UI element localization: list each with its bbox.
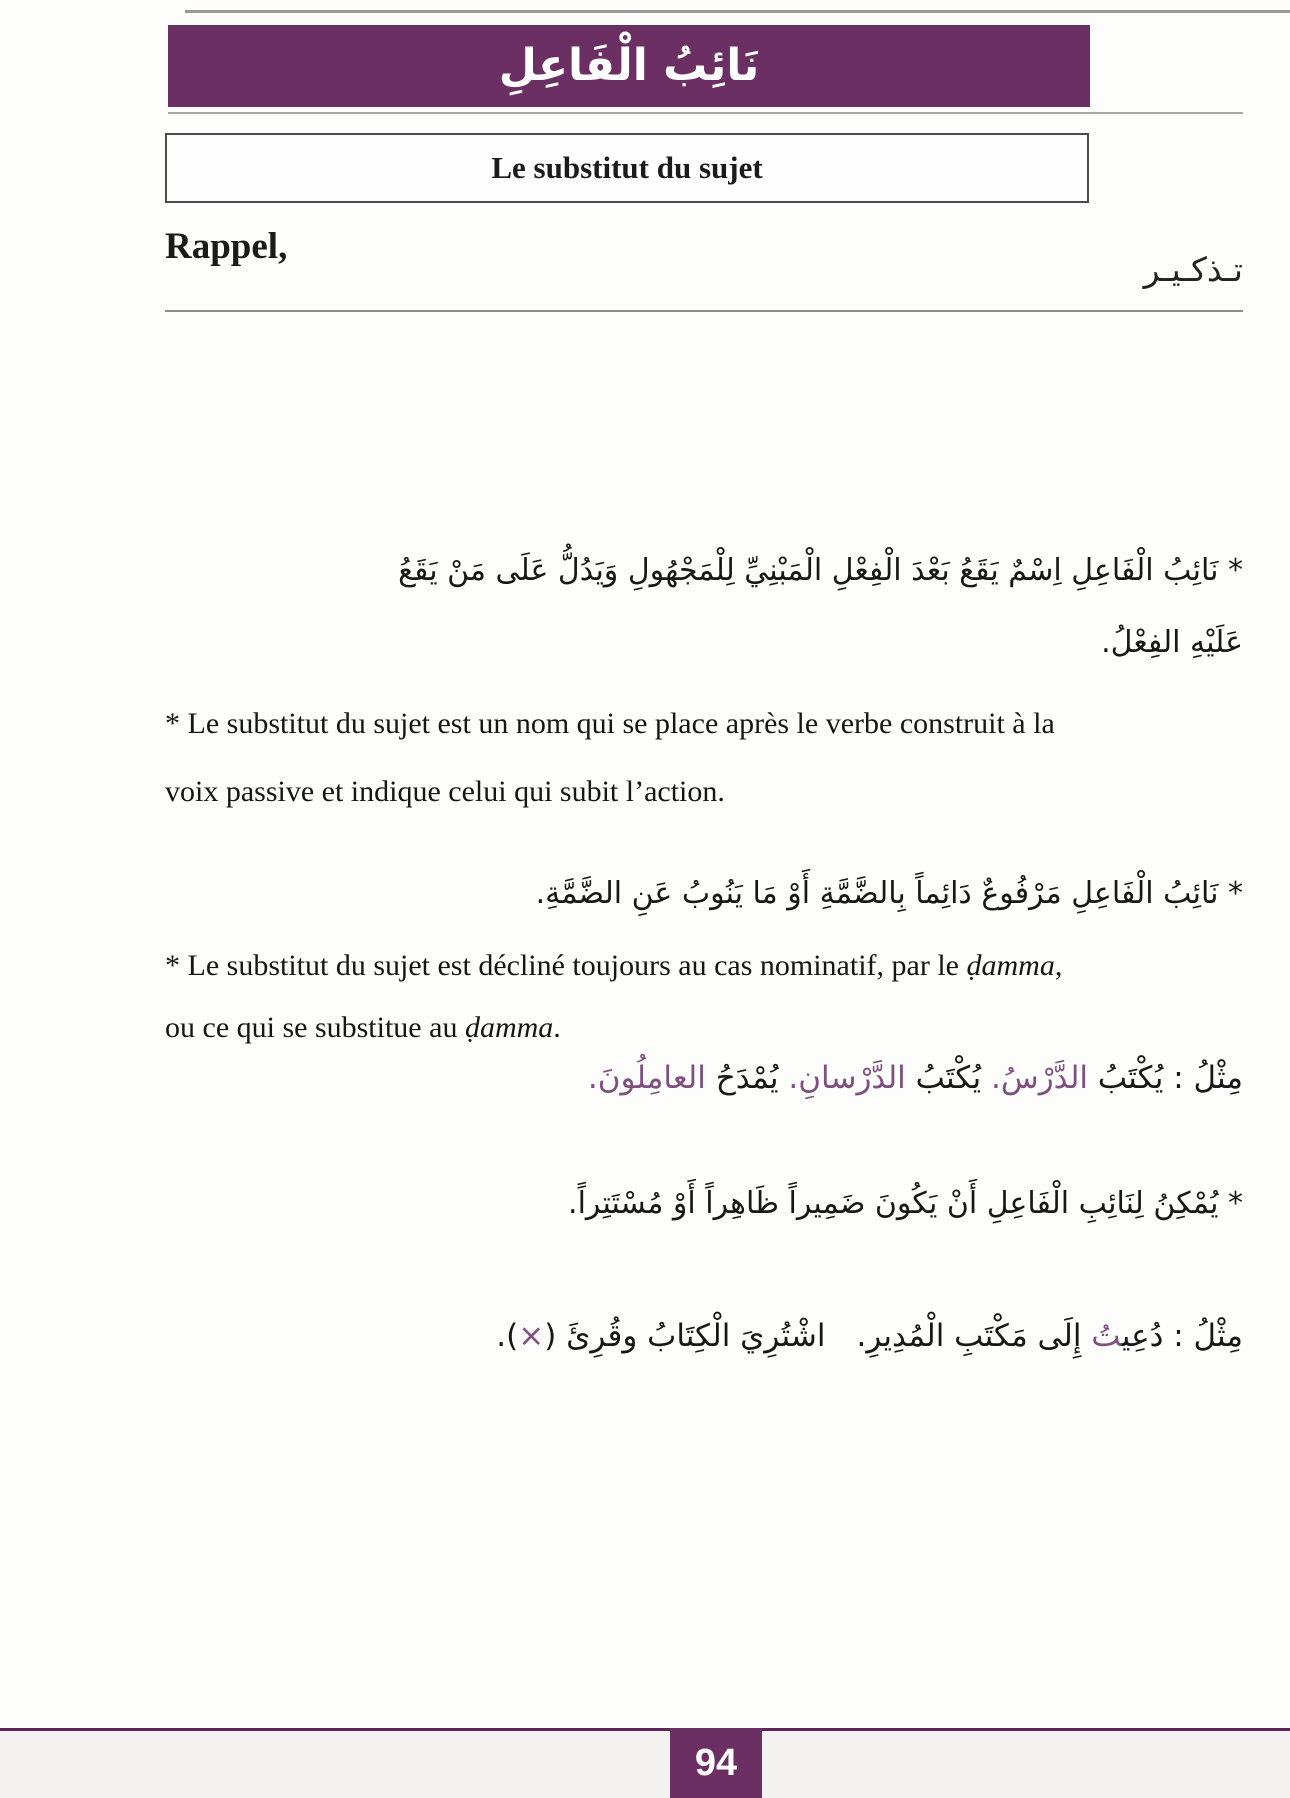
example1-noun-2: الدَّرْسانِ. [788, 1060, 906, 1096]
arabic-paragraph-3 [165, 1168, 1243, 1240]
example1-verb-3: يُمْدَحُ [705, 1060, 789, 1096]
example1-verb-2: يُكْتَبُ [905, 1060, 991, 1096]
footer-rule [0, 1728, 1290, 1731]
damma-term: ḍamma [464, 1011, 554, 1044]
rappel-label-french: Rappel, [165, 226, 288, 267]
example2-hidden-mark: × [518, 1318, 545, 1354]
chapter-header-bar [168, 25, 1090, 107]
arabic-paragraph-2-line: * نَائِبُ الْفَاعِلِ مَرْفُوعٌ دَائِماً بِالضَّمَّةِ أَوْ مَا يَنُوبُ عَنِ الضَّمَّةِ. [535, 876, 1243, 911]
arabic-paragraph-1-line-1: * نَائِبُ الْفَاعِلِ اِسْمٌ يَقَعُ بَعْدَ الْفِعْلِ الْمَبْنِيِّ لِلْمَجْهُولِ وَيَدُلُّ عَلَى مَنْ يَقَعُ [398, 553, 1243, 588]
rappel-underline-rule [165, 310, 1243, 312]
arabic-paragraph-3-line: * يُمْكِنُ لِنَائِبِ الْفَاعِلِ أَنْ يَكُونَ ضَمِيراً ظَاهِراً أَوْ مُسْتَتِراً. [568, 1186, 1243, 1221]
example1-noun-1: الدَّرْسُ. [991, 1060, 1088, 1096]
example1-intro: مِثْلُ : يُكْتَبُ [1088, 1060, 1243, 1096]
example2-pronoun: تُ [1091, 1318, 1122, 1354]
example1-noun-3: العامِلُونَ. [587, 1060, 706, 1096]
arabic-paragraph-2 [165, 858, 1243, 930]
french-paragraph-1-line-2: voix passive et indique celui qui subit l’action. [165, 775, 725, 808]
chapter-title-arabic: نَائِبُ الْفَاعِلِ [498, 40, 760, 91]
page-number: 94 [694, 1741, 738, 1784]
french-paragraph-2-line-2: ou ce qui se substitue au ḍamma. [165, 1011, 561, 1044]
header-separator-rule [168, 112, 1243, 114]
rappel-row [165, 224, 1243, 308]
arabic-paragraph-1 [165, 535, 1243, 679]
example-line-2 [165, 1300, 1243, 1372]
rappel-label-arabic: تـذكـيـر [1143, 250, 1243, 289]
subtitle-french: Le substitut du sujet [491, 150, 763, 185]
example2-middle: إِلَى مَكْتَبِ الْمُدِيرِ. اشْتُرِيَ الْكِتَابُ وقُرِئَ ( [544, 1318, 1092, 1354]
subtitle-box [165, 133, 1089, 203]
top-rule [185, 10, 1290, 13]
arabic-paragraph-1-line-2: عَلَيْهِ الفِعْلُ. [1101, 625, 1243, 660]
page-number-badge [670, 1728, 762, 1798]
example-line-1 [165, 1042, 1243, 1114]
example2-intro: مِثْلُ : دُعِي [1121, 1318, 1243, 1354]
footer-strip [0, 1731, 1290, 1798]
french-paragraph-2-line-1: * Le substitut du sujet est décliné toujours au cas nominatif, par le ḍamma, [165, 949, 1063, 982]
example2-end: ). [496, 1318, 519, 1354]
damma-term: ḍamma [966, 949, 1055, 982]
french-paragraph-1-line-1: * Le substitut du sujet est un nom qui se place après le verbe construit à la [165, 707, 1055, 740]
french-paragraph-2 [165, 935, 1255, 1059]
french-paragraph-1 [165, 690, 1255, 826]
